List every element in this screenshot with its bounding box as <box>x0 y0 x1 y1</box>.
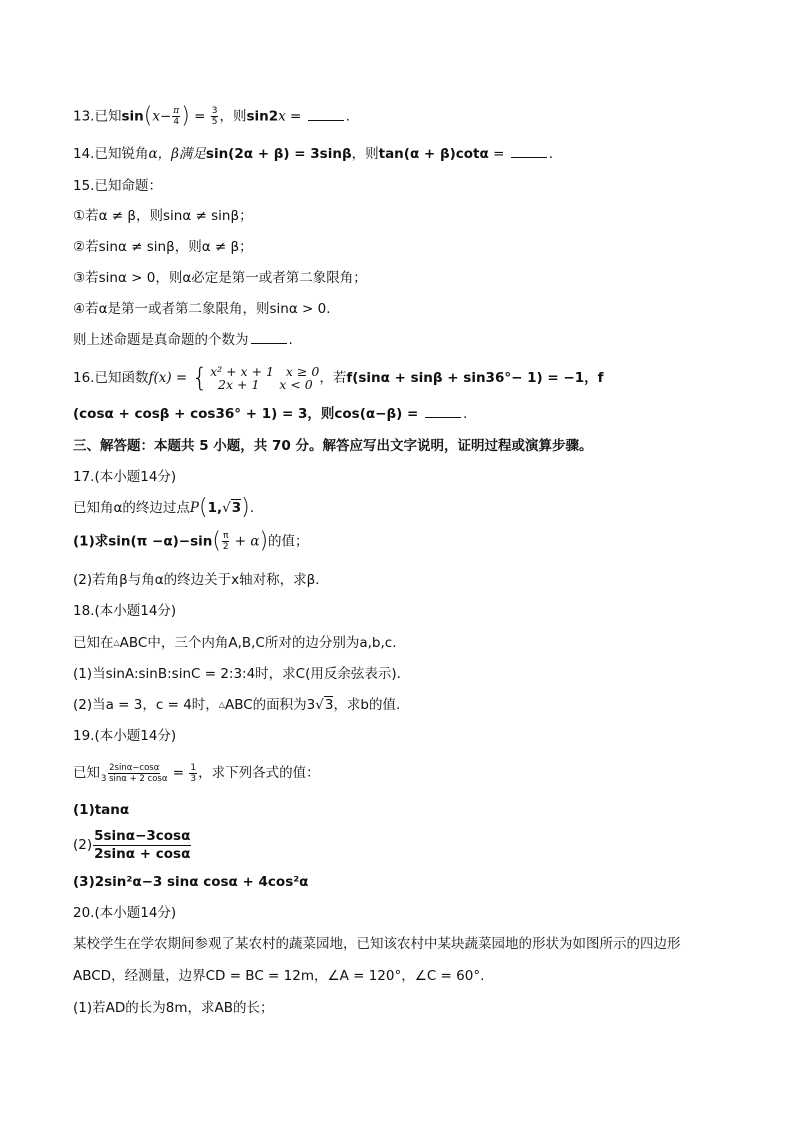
q19-p2-frac <box>93 828 191 863</box>
q14-text-d: ，则 <box>351 146 379 162</box>
q19-p2-num: 5sinα−3cosα <box>94 827 191 844</box>
q20-stem-2: ABCD，经测量，边界CD = BC = 12m，∠A = 120°，∠C = 60°. <box>73 968 485 984</box>
q13-frac2-den: 5 <box>211 117 218 127</box>
q17-stem-text: 已知角α的终边过点 <box>73 500 190 516</box>
q19-part-3: (3)2sin²α−3 sinα cosα + 4cos²α <box>73 874 309 890</box>
q17-p1-alpha: + α <box>230 533 260 550</box>
q19-head: 19.(本小题14分) <box>73 728 177 744</box>
q13-paren-open: ( <box>143 103 153 129</box>
q16-condition: f(sinα + sinβ + sin36°− 1) = −1，f <box>346 370 604 386</box>
q13-answer-blank[interactable] <box>308 107 344 121</box>
q19-frac <box>101 763 167 784</box>
q15-item-1: ①若α ≠ β，则sinα ≠ sinβ； <box>73 208 253 224</box>
q14-expr: tan(α + β)cotα <box>378 146 489 162</box>
q13-text: 已知 <box>94 108 122 125</box>
triangle-icon: △ <box>218 700 225 709</box>
q17-p1-frac-den: 2 <box>222 542 229 552</box>
q17-part-2: (2)若角β与角α的终边关于x轴对称，求β. <box>73 572 320 588</box>
q19-stem-end: ，求下列各式的值： <box>198 765 320 781</box>
q13-then: ，则 <box>219 108 247 125</box>
q16-brace: { <box>191 363 209 393</box>
question-13 <box>73 103 754 129</box>
q18-sqrt: 3 <box>324 697 334 713</box>
q18-part-2 <box>73 695 754 715</box>
q13-sin: sin <box>121 108 144 125</box>
q13-x: x <box>278 108 286 125</box>
q14-condition: sin(2α + β) = 3sinβ <box>205 146 352 162</box>
q20-part-1: (1)若AD的长为8m，求AB的长； <box>73 1000 274 1016</box>
q15-title: 15.已知命题： <box>73 178 162 194</box>
q16-piece-1: x² + x + 1 x ≥ 0 <box>210 364 320 379</box>
q19-frac-13 <box>189 763 197 784</box>
q17-stem-end: . <box>249 500 255 516</box>
q13-paren-close: ) <box>181 103 190 129</box>
q16-pre: 16.已知函数 <box>73 370 149 386</box>
q16-piece-2: 2x + 1 x < 0 <box>210 377 313 392</box>
q15-ask <box>73 330 754 350</box>
q17-point-p: P <box>189 500 199 516</box>
q17-head: 17.(本小题14分) <box>73 469 177 485</box>
q14-end: . <box>548 146 553 162</box>
q15-ask-text: 则上述命题是真命题的个数为 <box>73 332 249 348</box>
q20-head: 20.(本小题14分) <box>73 905 177 921</box>
q17-paren-open: ( <box>199 495 208 520</box>
q16-line2-text: (cosα + cosβ + cos36° + 1) = 3，则cos(α−β) = <box>73 406 423 422</box>
q18-stem-text: 已知在 <box>73 635 114 651</box>
q15-answer-blank[interactable] <box>251 330 287 344</box>
q17-sqrt-sign: √ <box>222 500 231 516</box>
q19-frac-num: 2sinα−cosα <box>109 762 160 773</box>
q15-item-3: ③若sinα > 0，则α必定是第一或者第二象限角； <box>73 270 367 286</box>
q17-part-1 <box>73 528 754 554</box>
q19-stem-text: 已知 <box>73 765 100 781</box>
q16-answer-blank[interactable] <box>425 404 461 418</box>
q15-item-2: ②若sinα ≠ sinβ，则α ≠ β； <box>73 239 253 255</box>
q18-p2-text: (2)当a = 3，c = 4时， <box>73 697 219 713</box>
q18-head: 18.(本小题14分) <box>73 603 177 619</box>
triangle-icon: △ <box>113 638 120 647</box>
q14-eq: = <box>488 146 509 162</box>
q19-p2-den: 2sinα + cosα <box>94 845 191 862</box>
q20-stem-1: 某校学生在学农期间参观了某农村的蔬菜园地，已知该农村中某块蔬菜园地的形状为如图所示的四边形 <box>73 936 681 952</box>
q17-coord: 1, <box>207 500 223 516</box>
q17-p1-frac-num: π <box>223 531 229 541</box>
q13-frac-35 <box>211 106 219 127</box>
q13-number: 13. <box>73 108 95 125</box>
q14-text-b: α，β满足 <box>148 146 206 162</box>
q13-end: . <box>345 108 350 125</box>
q13-eq2: = <box>285 108 306 125</box>
q13-sin2: sin2 <box>246 108 279 125</box>
q18-p2-end: ，求b的值. <box>333 697 401 713</box>
q16-fx: f(x) = <box>148 370 192 386</box>
q16-piecewise <box>210 365 319 391</box>
q16-mid: ，若 <box>319 370 347 386</box>
q17-p1-paren-close: ) <box>259 528 269 554</box>
q19-frac2-den: 3 <box>190 773 197 784</box>
question-16 <box>73 364 754 392</box>
q18-part-1: (1)当sinA:sinB:sinC = 2:3:4时，求C(用反余弦表示). <box>73 666 401 682</box>
q18-p2-area: ABC的面积为3 <box>224 697 316 713</box>
q13-eq: = <box>194 108 210 125</box>
q17-p1-frac <box>222 531 229 552</box>
q17-p1-end: 的值； <box>268 533 309 550</box>
q19-eq: = <box>168 765 189 781</box>
q16-line2 <box>73 404 754 424</box>
q13-frac-pi4 <box>172 106 180 127</box>
q18-stem-rest: ABC中，三个内角A,B,C所对的边分别为a,b,c. <box>119 635 397 651</box>
q19-p2-label: (2) <box>73 837 93 853</box>
q17-sqrt: 3 <box>231 500 242 516</box>
q13-expr: x− <box>152 108 172 125</box>
q13-frac-den: 4 <box>173 117 180 127</box>
q19-part-1: (1)tanα <box>73 802 130 818</box>
q18-stem <box>73 633 754 653</box>
q18-sqrt-sign: √ <box>315 697 324 713</box>
q14-answer-blank[interactable] <box>511 144 547 158</box>
q13-frac-num: π <box>173 106 180 116</box>
q17-p1-paren-open: ( <box>212 528 221 554</box>
q17-stem <box>73 495 754 520</box>
q15-item-4: ④若α是第一或者第二象限角，则sinα > 0. <box>73 301 331 317</box>
q14-text-a: 14.已知锐角 <box>73 146 149 162</box>
q15-end: . <box>288 332 293 348</box>
section-3-heading: 三、解答题：本题共 5 小题，共 70 分。解答应写出文字说明，证明过程或演算步骤。 <box>73 438 593 454</box>
question-14 <box>73 144 754 164</box>
q13-frac2-num: 3 <box>211 106 218 116</box>
q17-paren-close: ) <box>241 495 250 520</box>
q19-frac2-num: 1 <box>190 762 197 773</box>
q19-part-2 <box>73 826 754 864</box>
q19-stem <box>73 760 754 786</box>
q16-end: . <box>463 406 468 422</box>
q19-frac-den: 3 sinα + 2 cosα <box>101 773 168 784</box>
q17-p1-expr: (1)求sin(π −α)−sin <box>73 533 213 550</box>
